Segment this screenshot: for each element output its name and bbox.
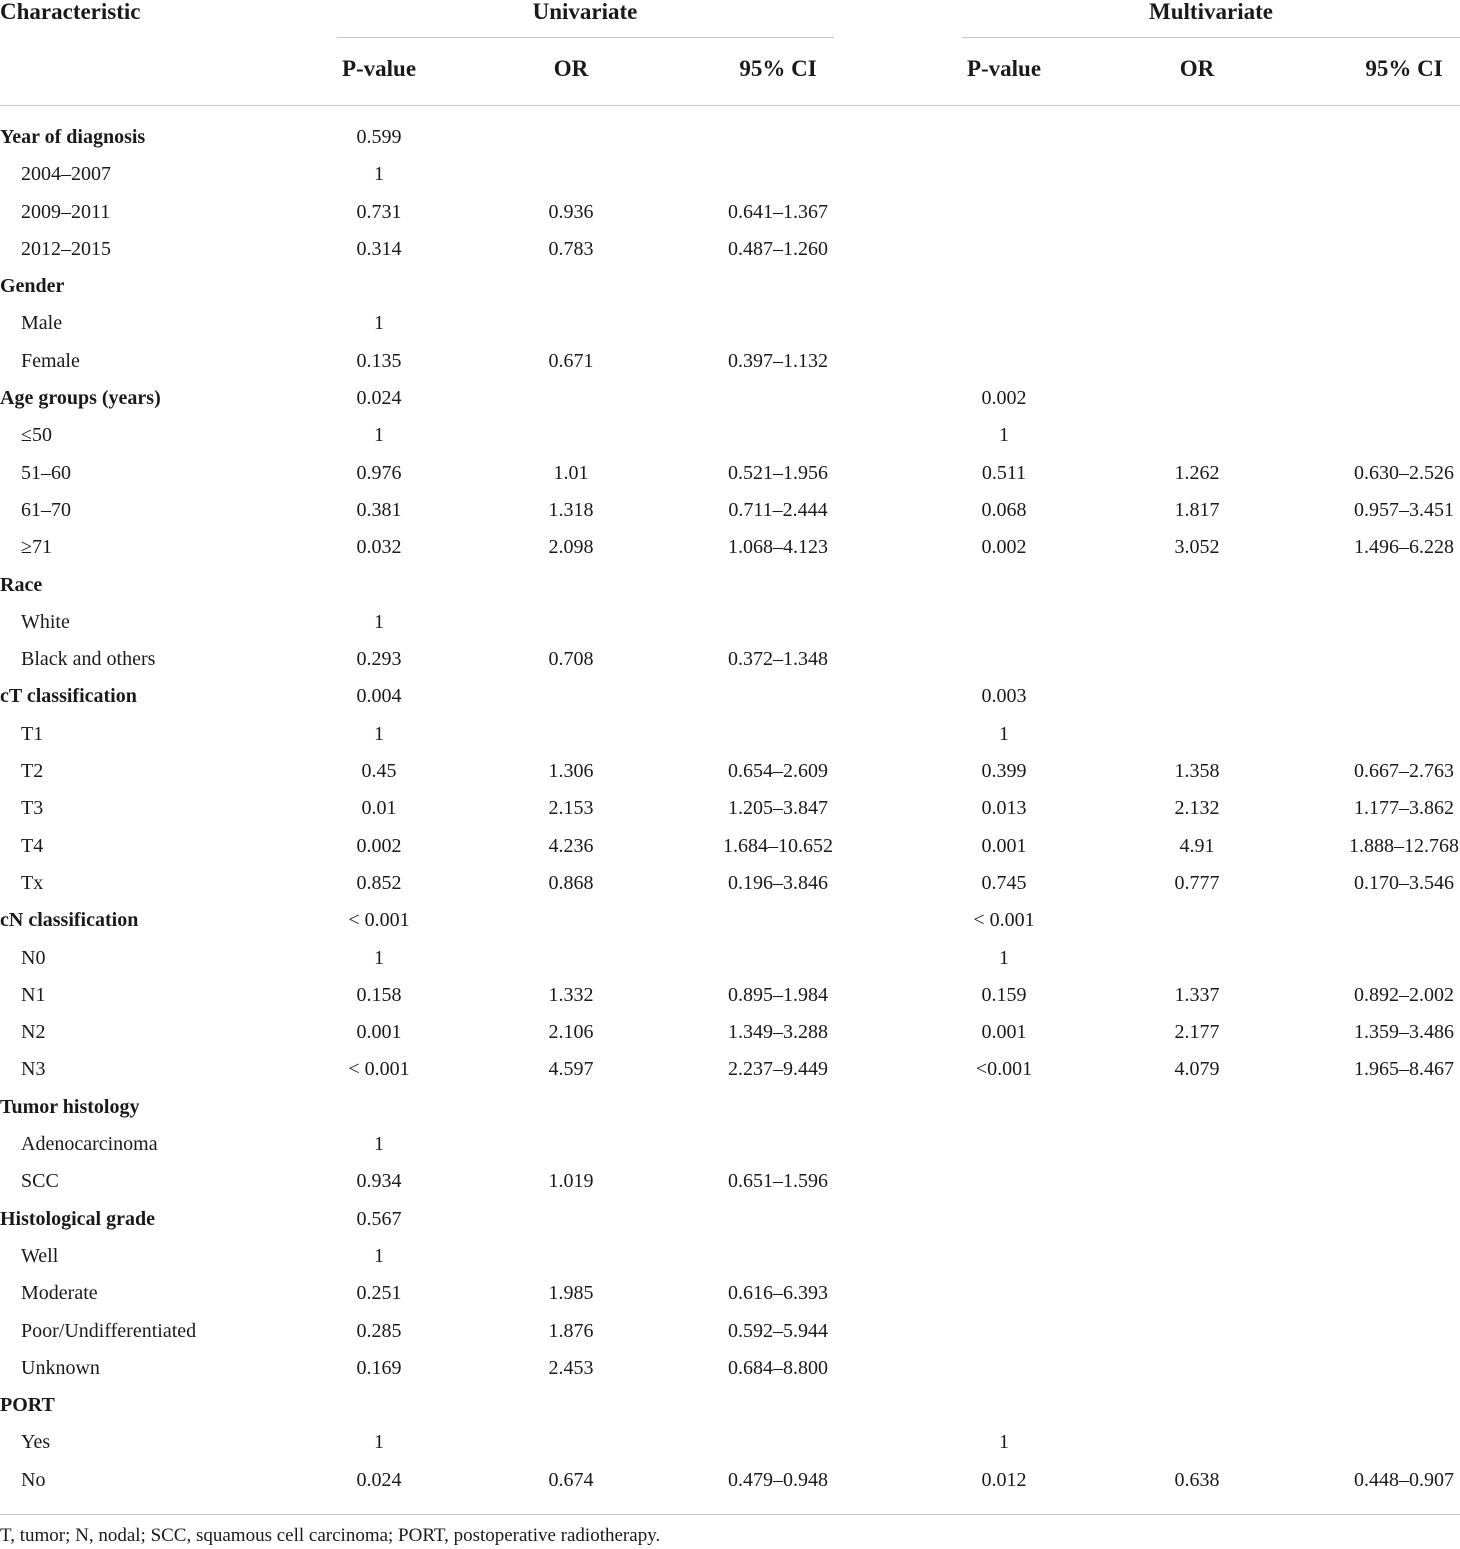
header-uni-pvalue: P-value xyxy=(341,56,417,81)
cell-multi-pvalue: 0.511 xyxy=(981,461,1027,484)
table-row xyxy=(0,455,1460,492)
cell-characteristic: Well xyxy=(21,1244,59,1267)
cell-uni-pvalue: 0.002 xyxy=(356,834,402,857)
table-row xyxy=(0,1424,1460,1461)
table-row xyxy=(0,1238,1460,1275)
cell-uni-ci: 1.684–10.652 xyxy=(723,834,833,857)
cell-multi-pvalue: 0.012 xyxy=(981,1468,1027,1491)
cell-multi-pvalue: < 0.001 xyxy=(973,909,1035,932)
cell-uni-pvalue: 0.731 xyxy=(356,200,402,223)
cell-uni-pvalue: 0.285 xyxy=(356,1319,402,1342)
cell-characteristic: Year of diagnosis xyxy=(0,126,146,148)
cell-multi-or: 1.358 xyxy=(1174,760,1220,783)
cell-uni-pvalue: 1 xyxy=(374,1431,384,1454)
cell-characteristic: Race xyxy=(0,573,43,596)
cell-uni-ci: 1.349–3.288 xyxy=(728,1021,828,1044)
cell-uni-or: 1.306 xyxy=(548,760,594,783)
cell-characteristic: 2009–2011 xyxy=(21,200,111,223)
cell-uni-pvalue: 0.314 xyxy=(356,237,402,260)
table-row xyxy=(0,977,1460,1014)
table-section-row xyxy=(0,1089,1460,1126)
cell-characteristic: N1 xyxy=(21,983,46,1006)
cell-characteristic: T1 xyxy=(21,722,44,745)
cell-multi-pvalue: 1 xyxy=(999,946,1009,969)
cell-characteristic: 2012–2015 xyxy=(21,237,111,260)
table-row xyxy=(0,417,1460,454)
cell-uni-pvalue: 0.024 xyxy=(356,1468,402,1491)
cell-uni-pvalue: 1 xyxy=(374,946,384,969)
table-section-row xyxy=(0,902,1460,939)
cell-multi-pvalue: 0.068 xyxy=(981,498,1027,521)
table-row xyxy=(0,1051,1460,1088)
cell-multi-or: 1.262 xyxy=(1174,461,1220,484)
cell-uni-or: 4.236 xyxy=(548,834,594,857)
cell-uni-pvalue: 0.024 xyxy=(356,387,402,410)
cell-uni-pvalue: 0.032 xyxy=(356,536,402,559)
table-row xyxy=(0,1350,1460,1387)
table-section-row xyxy=(0,119,1460,156)
cell-uni-ci: 0.711–2.444 xyxy=(728,498,828,521)
cell-uni-ci: 0.487–1.260 xyxy=(728,237,828,260)
cell-uni-pvalue: 0.001 xyxy=(356,1021,402,1044)
cell-characteristic: Gender xyxy=(0,275,65,298)
cell-uni-pvalue: < 0.001 xyxy=(348,1058,410,1081)
cell-uni-pvalue: 0.251 xyxy=(356,1282,402,1305)
cell-multi-pvalue: 0.002 xyxy=(981,536,1027,559)
cell-uni-or: 1.019 xyxy=(548,1170,594,1193)
cell-multi-ci: 1.965–8.467 xyxy=(1354,1058,1454,1081)
header-multi-ci: 95% CI xyxy=(1365,56,1443,81)
cell-uni-or: 0.936 xyxy=(548,200,594,223)
cell-uni-or: 1.985 xyxy=(548,1282,594,1305)
cell-characteristic: N0 xyxy=(21,946,46,969)
cell-uni-pvalue: 1 xyxy=(374,610,384,633)
cell-uni-ci: 2.237–9.449 xyxy=(728,1058,828,1081)
table-row xyxy=(0,1014,1460,1051)
cell-multi-pvalue: 0.013 xyxy=(981,797,1027,820)
cell-uni-pvalue: 1 xyxy=(374,1244,384,1267)
cell-uni-pvalue: 1 xyxy=(374,722,384,745)
cell-multi-pvalue: 0.001 xyxy=(981,834,1027,857)
cell-characteristic: No xyxy=(21,1468,46,1491)
multivariate-rule xyxy=(962,37,1460,38)
cell-characteristic: cN classification xyxy=(0,909,139,932)
table-section-row xyxy=(0,678,1460,715)
cell-uni-pvalue: 1 xyxy=(374,312,384,335)
cell-multi-or: 2.177 xyxy=(1174,1021,1220,1044)
cell-multi-ci: 1.888–12.768 xyxy=(1349,834,1459,857)
cell-uni-ci: 0.684–8.800 xyxy=(728,1356,828,1379)
table-row xyxy=(0,753,1460,790)
table-row xyxy=(0,604,1460,641)
cell-uni-ci: 1.068–4.123 xyxy=(728,536,828,559)
cell-characteristic: White xyxy=(21,610,70,633)
cell-uni-pvalue: 1 xyxy=(374,424,384,447)
cell-multi-ci: 0.448–0.907 xyxy=(1354,1468,1454,1491)
cell-uni-or: 2.453 xyxy=(548,1356,594,1379)
cell-uni-pvalue: 0.158 xyxy=(356,983,402,1006)
cell-uni-or: 2.106 xyxy=(548,1021,594,1044)
cell-multi-pvalue: 0.159 xyxy=(981,983,1027,1006)
cell-characteristic: PORT xyxy=(0,1394,55,1417)
cell-uni-or: 0.674 xyxy=(548,1468,594,1491)
cell-uni-or: 1.332 xyxy=(548,983,594,1006)
cell-uni-pvalue: 1 xyxy=(374,163,384,186)
cell-characteristic: Poor/Undifferentiated xyxy=(21,1319,197,1342)
cell-multi-or: 0.777 xyxy=(1174,871,1220,894)
cell-multi-pvalue: 0.745 xyxy=(981,871,1027,894)
cell-uni-or: 1.01 xyxy=(553,461,589,484)
table-row xyxy=(0,1462,1460,1499)
table-row xyxy=(0,343,1460,380)
cell-uni-pvalue: 0.934 xyxy=(356,1170,402,1193)
cell-multi-pvalue: 0.001 xyxy=(981,1021,1027,1044)
cell-uni-pvalue: 0.567 xyxy=(356,1207,402,1230)
cell-uni-pvalue: 0.45 xyxy=(361,760,397,783)
cell-uni-or: 2.153 xyxy=(548,797,594,820)
table-row xyxy=(0,790,1460,827)
cell-multi-or: 4.079 xyxy=(1174,1058,1220,1081)
cell-multi-or: 4.91 xyxy=(1179,834,1215,857)
header-multivariate: Multivariate xyxy=(1149,0,1273,24)
cell-uni-or: 0.783 xyxy=(548,237,594,260)
cell-characteristic: 61–70 xyxy=(21,498,71,521)
cell-characteristic: ≥71 xyxy=(21,536,52,559)
cell-characteristic: Age groups (years) xyxy=(0,387,161,410)
cell-uni-ci: 0.397–1.132 xyxy=(728,349,828,372)
cell-multi-or: 1.337 xyxy=(1174,983,1220,1006)
cell-uni-pvalue: 0.976 xyxy=(356,461,402,484)
cell-uni-or: 1.318 xyxy=(548,498,594,521)
table-row xyxy=(0,1313,1460,1350)
table-footnote: T, tumor; N, nodal; SCC, squamous cell carcinoma; PORT, postoperative radiotherapy. xyxy=(0,1525,661,1546)
cell-uni-ci: 0.592–5.944 xyxy=(728,1319,828,1342)
table-row xyxy=(0,194,1460,231)
cell-uni-ci: 1.205–3.847 xyxy=(728,797,828,820)
cell-uni-ci: 0.372–1.348 xyxy=(728,648,828,671)
cell-multi-ci: 0.667–2.763 xyxy=(1354,760,1454,783)
cell-characteristic: Female xyxy=(21,349,80,372)
cell-uni-or: 2.098 xyxy=(548,536,594,559)
cell-multi-pvalue: 1 xyxy=(999,424,1009,447)
cell-uni-ci: 0.479–0.948 xyxy=(728,1468,828,1491)
cell-uni-ci: 0.895–1.984 xyxy=(728,983,828,1006)
cell-characteristic: N3 xyxy=(21,1058,46,1081)
cell-characteristic: SCC xyxy=(21,1170,59,1193)
cell-multi-pvalue: 0.003 xyxy=(981,685,1027,708)
cell-uni-or: 4.597 xyxy=(548,1058,594,1081)
cell-uni-ci: 0.196–3.846 xyxy=(728,871,828,894)
cell-characteristic: Yes xyxy=(21,1431,51,1454)
cell-uni-or: 1.876 xyxy=(548,1319,594,1342)
cell-characteristic: N2 xyxy=(21,1021,46,1044)
table-row xyxy=(0,828,1460,865)
cell-multi-ci: 1.496–6.228 xyxy=(1354,536,1454,559)
cell-multi-ci: 1.177–3.862 xyxy=(1354,797,1454,820)
cell-multi-pvalue: 1 xyxy=(999,722,1009,745)
cell-uni-or: 0.671 xyxy=(548,349,594,372)
cell-uni-ci: 0.641–1.367 xyxy=(728,200,828,223)
cell-characteristic: Adenocarcinoma xyxy=(21,1133,158,1156)
table-row xyxy=(0,529,1460,566)
cell-characteristic: Tx xyxy=(21,871,44,894)
cell-uni-ci: 0.521–1.956 xyxy=(728,461,828,484)
header-uni-ci: 95% CI xyxy=(739,56,817,81)
header-multi-or: OR xyxy=(1179,56,1215,81)
cell-multi-pvalue: 0.399 xyxy=(981,760,1027,783)
cell-multi-or: 0.638 xyxy=(1174,1468,1220,1491)
univariate-rule xyxy=(337,37,834,38)
cell-characteristic: 2004–2007 xyxy=(21,163,111,186)
cell-multi-ci: 0.630–2.526 xyxy=(1354,461,1454,484)
table-header xyxy=(0,0,1460,106)
table-row xyxy=(0,865,1460,902)
cell-multi-ci: 1.359–3.486 xyxy=(1354,1021,1454,1044)
cell-characteristic: Histological grade xyxy=(0,1207,155,1230)
cell-characteristic: ≤50 xyxy=(21,424,52,447)
cell-characteristic: Male xyxy=(21,312,63,335)
cell-uni-ci: 0.654–2.609 xyxy=(728,760,828,783)
cell-multi-or: 3.052 xyxy=(1174,536,1220,559)
cell-multi-or: 2.132 xyxy=(1174,797,1220,820)
cell-uni-pvalue: 0.599 xyxy=(356,126,402,148)
cell-uni-pvalue: 0.293 xyxy=(356,648,402,671)
cell-uni-pvalue: < 0.001 xyxy=(348,909,410,932)
cell-characteristic: Unknown xyxy=(21,1356,100,1379)
table-row xyxy=(0,641,1460,678)
cell-characteristic: T2 xyxy=(21,760,44,783)
table-section-row xyxy=(0,567,1460,604)
header-characteristic: Characteristic xyxy=(0,0,141,24)
cell-multi-ci: 0.170–3.546 xyxy=(1354,871,1454,894)
table-row xyxy=(0,231,1460,268)
table-row xyxy=(0,940,1460,977)
table-section-row xyxy=(0,380,1460,417)
cell-characteristic: Tumor histology xyxy=(0,1095,140,1118)
cell-multi-pvalue: <0.001 xyxy=(975,1058,1033,1081)
cell-uni-ci: 0.616–6.393 xyxy=(728,1282,828,1305)
table-row xyxy=(0,492,1460,529)
cell-characteristic: Black and others xyxy=(21,648,156,671)
cell-uni-or: 0.868 xyxy=(548,871,594,894)
cell-multi-ci: 0.957–3.451 xyxy=(1354,498,1454,521)
cell-uni-pvalue: 0.01 xyxy=(361,797,397,820)
cell-characteristic: 51–60 xyxy=(21,461,71,484)
cell-uni-pvalue: 0.135 xyxy=(356,349,402,372)
cell-characteristic: Moderate xyxy=(21,1282,98,1305)
table-row xyxy=(0,1163,1460,1200)
cell-uni-ci: 0.651–1.596 xyxy=(728,1170,828,1193)
table-row xyxy=(0,1126,1460,1163)
cell-multi-pvalue: 0.002 xyxy=(981,387,1027,410)
cell-uni-pvalue: 0.169 xyxy=(356,1356,402,1379)
table-section-row xyxy=(0,268,1460,305)
cell-uni-pvalue: 0.852 xyxy=(356,871,402,894)
cell-multi-pvalue: 1 xyxy=(999,1431,1009,1454)
cell-characteristic: T3 xyxy=(21,797,44,820)
table-bottom-rule xyxy=(0,1514,1460,1515)
table-section-row xyxy=(0,1201,1460,1238)
table-row xyxy=(0,305,1460,342)
table-row xyxy=(0,716,1460,753)
cell-uni-pvalue: 1 xyxy=(374,1133,384,1156)
cell-uni-pvalue: 0.004 xyxy=(356,685,402,708)
cell-uni-or: 0.708 xyxy=(548,648,594,671)
table-body xyxy=(0,119,1460,1499)
table-row xyxy=(0,1275,1460,1312)
cell-multi-ci: 0.892–2.002 xyxy=(1354,983,1454,1006)
header-multi-pvalue: P-value xyxy=(966,56,1042,81)
header-univariate: Univariate xyxy=(532,0,638,24)
table-row xyxy=(0,156,1460,193)
table-section-row xyxy=(0,1387,1460,1424)
cell-characteristic: T4 xyxy=(21,834,44,857)
cell-uni-pvalue: 0.381 xyxy=(356,498,402,521)
cell-multi-or: 1.817 xyxy=(1174,498,1220,521)
cell-characteristic: cT classification xyxy=(0,685,137,708)
header-uni-or: OR xyxy=(553,56,589,81)
